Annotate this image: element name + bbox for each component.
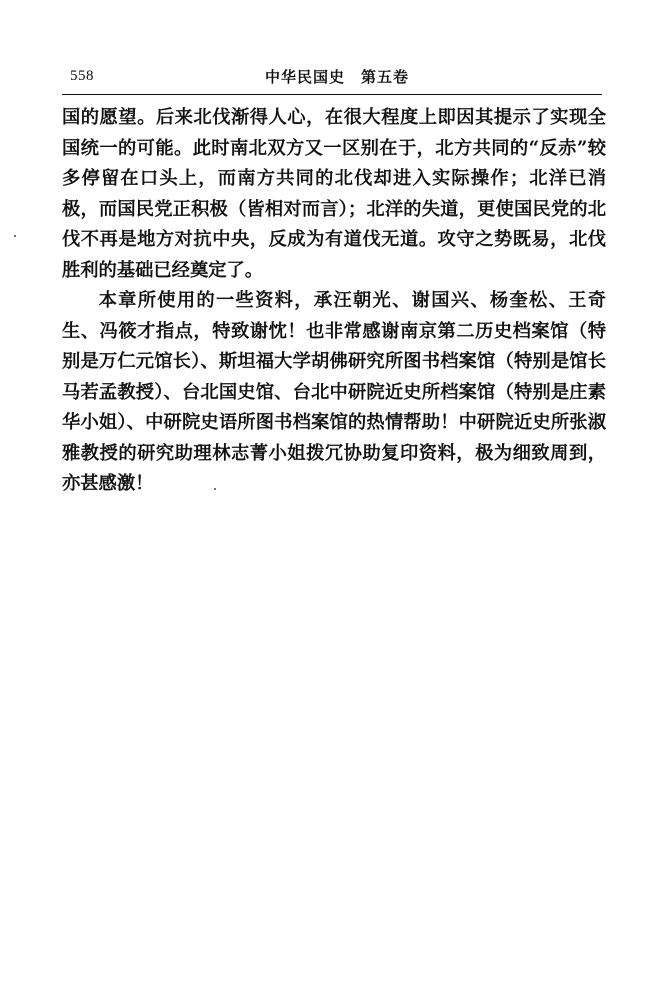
header-rule bbox=[62, 94, 602, 95]
scan-speck bbox=[214, 488, 216, 490]
page-number: 558 bbox=[70, 68, 94, 84]
paragraph: 国的愿望。后来北伐渐得人心，在很大程度上即因其提示了实现全国统一的可能。此时南北双方又一区别在于，北方共同的“反赤”较多停留在口头上，而南方共同的北伐却进入实际操作；北洋已消极，而国民党正积极（皆相对而言）；北洋的失道，更使国民党的北伐不再是地方对抗中央，反成为有道伐无道。攻守之势既易，北伐胜利的基础已经奠定了。 bbox=[62, 107, 606, 281]
body-text bbox=[62, 103, 606, 500]
paragraph: 本章所使用的一些资料，承汪朝光、谢国兴、杨奎松、王奇生、冯筱才指点，特致谢忱！也非常感谢南京第二历史档案馆（特别是万仁元馆长）、斯坦福大学胡佛研究所图书档案馆（特别是馆长马若孟教授）、台北国史馆、台北中研院近史所档案馆（特别是庄素华小姐）、中研院史语所图书档案馆的热情帮助！中研院近史所张淑雅教授的研究助理林志菁小姐拨冗协助复印资料，极为细致周到，亦甚感激！ bbox=[62, 290, 606, 494]
scan-speck bbox=[14, 235, 16, 237]
page-header bbox=[70, 66, 600, 92]
running-title: 中华民国史 第五卷 bbox=[265, 68, 410, 86]
